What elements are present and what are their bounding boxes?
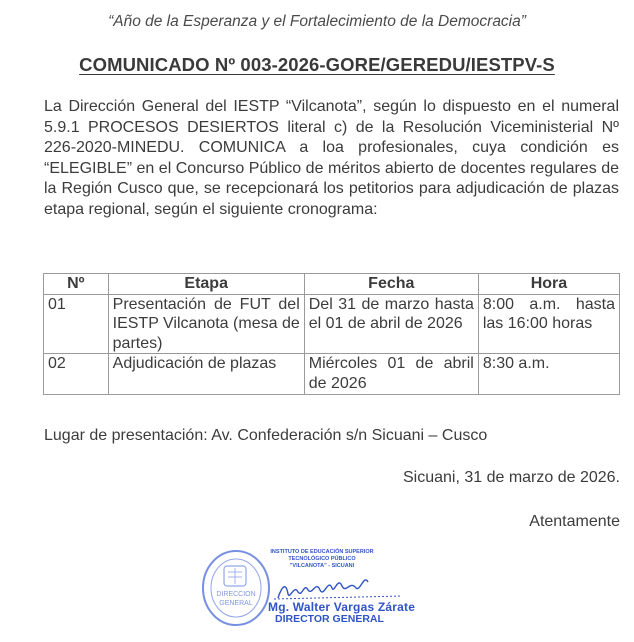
cell-etapa: Adjudicación de plazas xyxy=(108,354,304,394)
svg-text:DIRECCION: DIRECCION xyxy=(216,591,256,598)
motto: “Año de la Esperanza y el Fortalecimiento de la Democracia” xyxy=(108,13,526,30)
cell-number: 01 xyxy=(44,294,109,354)
svg-text:GENERAL: GENERAL xyxy=(219,600,253,607)
cell-number: 02 xyxy=(44,354,109,394)
stamp-header-line2: "VILCANOTA" - SICUANI xyxy=(289,563,355,569)
place-line: Lugar de presentación: Av. Confederación s/n Sicuani – Cusco xyxy=(44,427,488,444)
signature-icon xyxy=(272,572,412,602)
cell-hora: 8:00 a.m. hasta las 16:00 horas xyxy=(478,294,619,354)
table-row xyxy=(44,354,620,394)
table-header-row xyxy=(44,274,620,295)
page-title: COMUNICADO Nº 003-2026-GORE/GEREDU/IESTPV-S xyxy=(79,54,555,75)
table-row xyxy=(44,294,620,354)
date-line: Sicuani, 31 de marzo de 2026. xyxy=(402,469,620,486)
header-hora: Hora xyxy=(478,274,619,295)
stamp-header xyxy=(252,549,392,570)
signature xyxy=(272,572,412,602)
header-fecha: Fecha xyxy=(304,274,478,295)
signer-name: Mg. Walter Vargas Zárate xyxy=(268,600,416,614)
cell-etapa: Presentación de FUT del IESTP Vilcanota (mesa de partes) xyxy=(108,294,304,354)
header-etapa: Etapa xyxy=(108,274,304,295)
body-paragraph: La Dirección General del IESTP “Vilcanota”, según lo dispuesto en el numeral 5.9.1 PROCESOS DESIERTOS literal c) de la Resolución Viceministerial Nº 226-2020-MINEDU. COMUNICA a loa profesionales, cuya condición es “ELEGIBLE” en el Concurso Público de méritos abierto de docentes regulares de la Región Cusco que, se recepcionará los petitorios para adjudicación de plazas etapa regional, según el siguiente cronograma: xyxy=(44,98,619,218)
signer-title: DIRECTOR GENERAL xyxy=(275,613,384,625)
closing: Atentamente xyxy=(529,513,620,530)
schedule-table xyxy=(43,273,620,395)
stamp-header-line1: INSTITUTO DE EDUCACIÓN SUPERIOR TECNOLÓGICO PÚBLICO xyxy=(270,549,374,562)
cell-hora: 8:30 a.m. xyxy=(478,354,619,394)
cell-fecha: Miércoles 01 de abril de 2026 xyxy=(304,354,478,394)
cell-fecha: Del 31 de marzo hasta el 01 de abril de 2026 xyxy=(304,294,478,354)
header-number: Nº xyxy=(44,274,109,295)
